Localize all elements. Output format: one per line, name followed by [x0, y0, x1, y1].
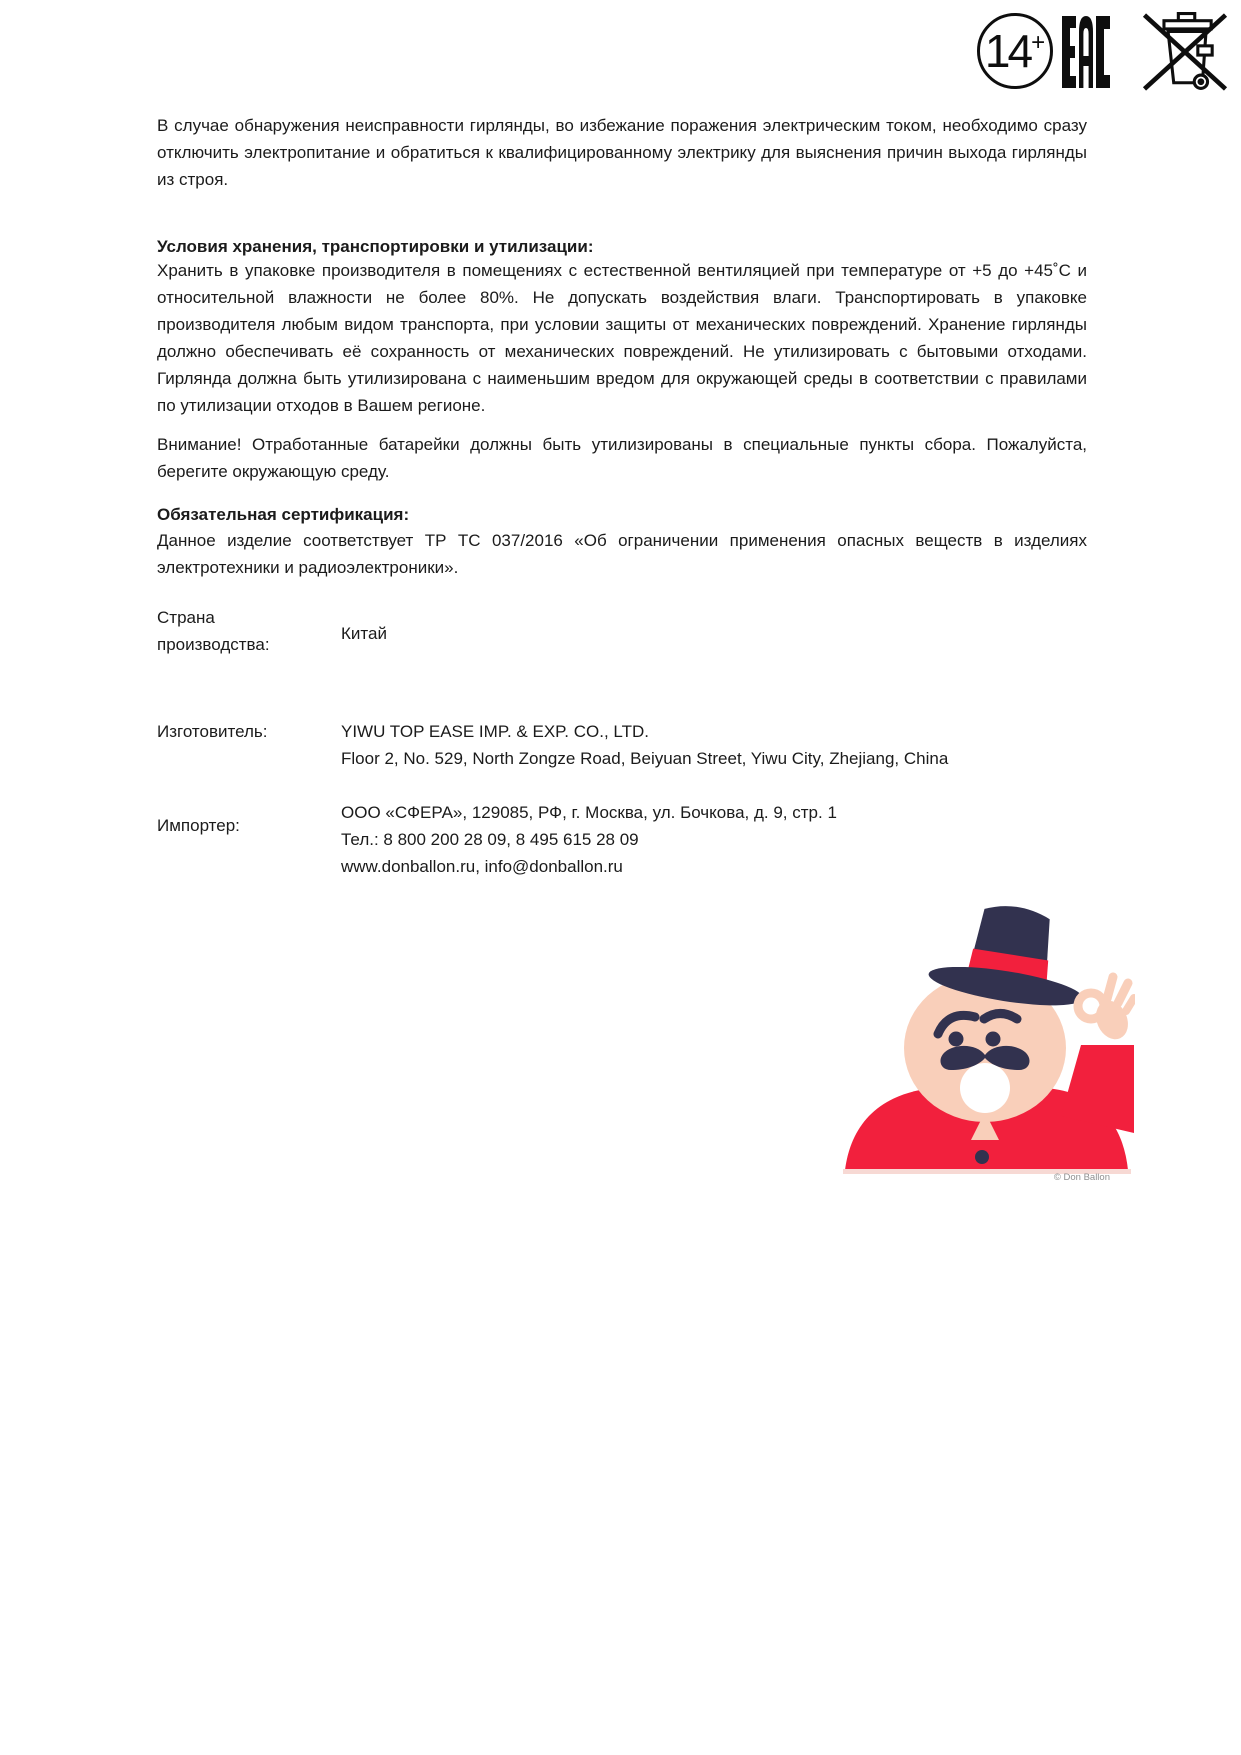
importer-value — [341, 799, 1081, 880]
certification-heading: Обязательная сертификация: — [157, 505, 410, 524]
mascot-don-ballon-illustration — [835, 898, 1135, 1178]
manufacturer-value — [341, 718, 1081, 772]
storage-heading: Условия хранения, транспортировки и утилизации: — [157, 237, 594, 256]
age-rating-number: 14 — [984, 25, 1031, 77]
age-rating-14-badge — [977, 13, 1053, 89]
importer-phones: Тел.: 8 800 200 28 09, 8 495 615 28 09 — [341, 830, 639, 849]
country-line: Китай — [341, 624, 387, 643]
manufacturer-label: Изготовитель: — [157, 722, 268, 741]
country-of-origin-value — [341, 620, 1081, 647]
storage-paragraph: Хранить в упаковке производителя в помещениях с естественной вентиляцией при температуре от +5 до +45˚С и относительной влажности не более 80%. Не допускать воздействия влаги. Транспортировать в упаковке производителя любым видом транспорта, при условии защиты от механических повреждений. Хранение гирлянды должно обеспечивать её сохранность от механических повреждений. Не утилизировать с бытовыми отходами. Гирлянда должна быть утилизирована с наименьшим вредом для окружающей среды в соответствии с правилами по утилизации отходов в Вашем регионе. — [157, 261, 1087, 415]
country-of-origin-label: Страна производства: — [157, 608, 270, 654]
batteries-notice: Внимание! Отработанные батарейки должны быть утилизированы в специальные пункты сбора. Пожалуйста, берегите окружающую среду. — [157, 435, 1087, 481]
importer-label: Импортер: — [157, 816, 240, 835]
importer-address: ООО «СФЕРА», 129085, РФ, г. Москва, ул. Бочкова, д. 9, стр. 1 — [341, 803, 837, 822]
importer-web-email: www.donballon.ru, info@donballon.ru — [341, 857, 623, 876]
manufacturer-name: YIWU TOP EASE IMP. & EXP. CO., LTD. — [341, 722, 649, 741]
mascot-copyright-credit: © Don Ballon — [1053, 1172, 1110, 1183]
age-rating-plus: + — [1031, 29, 1046, 56]
intro-paragraph: В случае обнаружения неисправности гирлянды, во избежание поражения электрическим током, необходимо сразу отключить электропитание и обратиться к квалифицированному электрику для выяснения причин выхода гирлянды из строя. — [157, 116, 1087, 189]
manufacturer-address: Floor 2, No. 529, North Zongze Road, Beiyuan Street, Yiwu City, Zhejiang, China — [341, 749, 949, 768]
certification-paragraph: Данное изделие соответствует ТР ТС 037/2016 «Об ограничении применения опасных веществ в изделиях электротехники и радиоэлектроники». — [157, 531, 1087, 577]
weee-crossed-bin-icon — [1140, 12, 1230, 92]
eac-mark-icon — [1061, 16, 1111, 88]
